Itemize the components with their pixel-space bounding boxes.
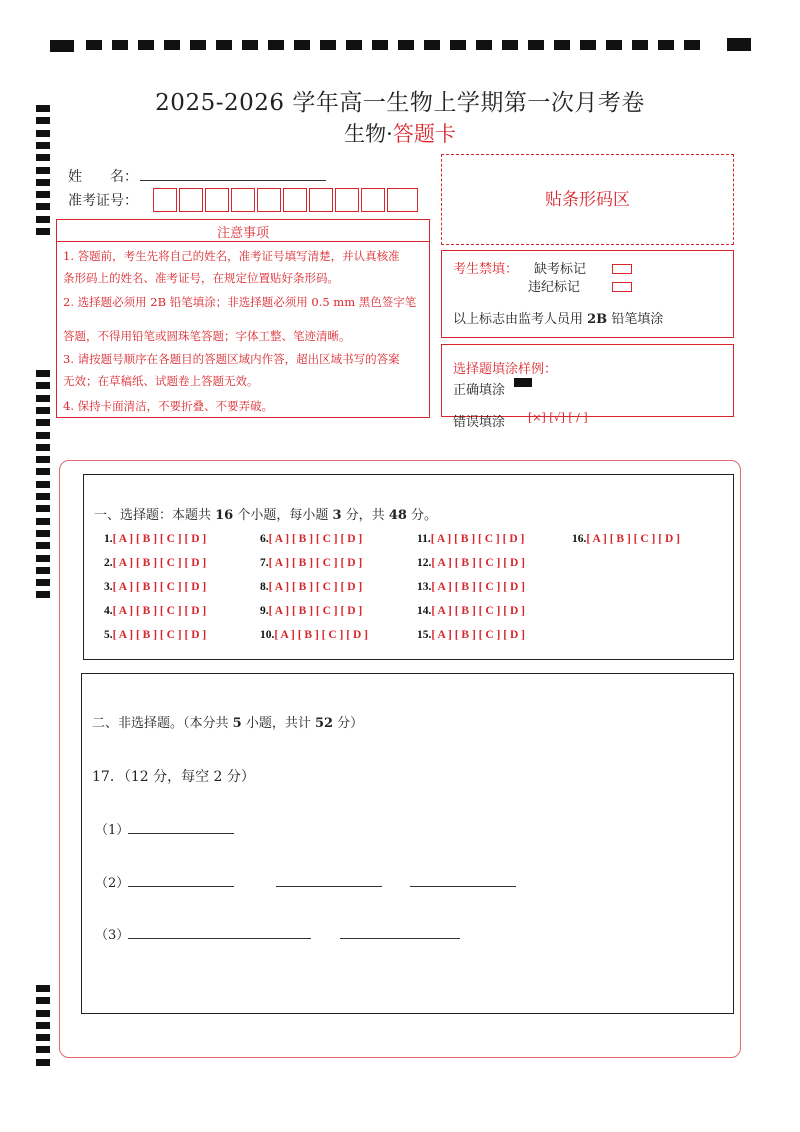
mc-number: 7. bbox=[260, 557, 269, 569]
timing-mark bbox=[36, 228, 50, 235]
timing-mark bbox=[36, 419, 50, 426]
timing-mark bbox=[36, 407, 50, 414]
timing-mark bbox=[36, 493, 50, 500]
timing-mark bbox=[36, 216, 50, 223]
mc-options[interactable]: [ A ] [ B ] [ C ] [ D ] bbox=[431, 605, 525, 617]
timing-mark bbox=[36, 518, 50, 525]
mc-question-12[interactable] bbox=[417, 557, 525, 569]
timing-mark bbox=[36, 395, 50, 402]
timing-mark bbox=[36, 1010, 50, 1017]
mc-number: 15. bbox=[417, 629, 432, 641]
note-line: 无效；在草稿纸、试题卷上答题无效。 bbox=[63, 374, 259, 388]
timing-mark bbox=[36, 432, 50, 439]
mc-question-5[interactable] bbox=[104, 629, 206, 641]
note-line: 答题，不得用铅笔或圆珠笔答题；字体工整、笔迹清晰。 bbox=[63, 329, 351, 343]
multiple-choice-section bbox=[83, 474, 734, 660]
note-line: 3. 请按题号顺序在各题目的答题区域内作答，超出区域书写的答案 bbox=[63, 352, 400, 366]
timing-mark bbox=[36, 505, 50, 512]
timing-mark bbox=[36, 997, 50, 1004]
mc-question-4[interactable] bbox=[104, 605, 206, 617]
answer-blank-3b[interactable] bbox=[340, 938, 460, 939]
mc-question-8[interactable] bbox=[260, 581, 362, 593]
page-subtitle bbox=[0, 118, 800, 148]
id-label: 准考证号： bbox=[68, 193, 138, 209]
mc-options[interactable]: [ A ] [ B ] [ C ] [ D ] bbox=[431, 629, 525, 641]
answer-blank-2b[interactable] bbox=[276, 886, 382, 887]
timing-mark bbox=[36, 191, 50, 198]
timing-mark bbox=[36, 1059, 50, 1066]
notes-heading: 注意事项 bbox=[216, 226, 269, 241]
timing-mark bbox=[36, 370, 50, 377]
wrong-fill-label: 错误填涂 bbox=[453, 415, 506, 430]
question-17-heading: 17．（12 分，每空 2 分） bbox=[92, 769, 255, 785]
non-choice-section bbox=[81, 673, 734, 1014]
mc-options[interactable]: [ A ] [ B ] [ C ] [ D ] bbox=[431, 581, 525, 593]
note-line: 2. 选择题必须用 2B 铅笔填涂；非选择题必须用 0.5 mm 黑色签字笔 bbox=[63, 295, 417, 309]
timing-mark bbox=[36, 1046, 50, 1053]
mc-options[interactable]: [ A ] [ B ] [ C ] [ D ] bbox=[268, 581, 363, 593]
mc-number: 13. bbox=[417, 581, 432, 593]
mc-number: 4. bbox=[104, 605, 113, 617]
timing-mark bbox=[36, 481, 50, 488]
mc-number: 14. bbox=[417, 605, 432, 617]
mc-number: 8. bbox=[260, 581, 269, 593]
sub-question-3: （3） bbox=[95, 928, 130, 943]
violation-label: 违纪标记 bbox=[528, 280, 581, 295]
mc-number: 9. bbox=[260, 605, 269, 617]
mc-options[interactable]: [ A ] [ B ] [ C ] [ D ] bbox=[586, 533, 680, 545]
mc-number: 16. bbox=[572, 533, 587, 545]
notes-box bbox=[56, 219, 430, 418]
subject-label: 生物· bbox=[344, 122, 393, 146]
proctor-mark-box bbox=[441, 250, 734, 338]
mc-number: 10. bbox=[260, 629, 275, 641]
mc-options[interactable]: [ A ] [ B ] [ C ] [ D ] bbox=[431, 557, 525, 569]
mc-question-1[interactable] bbox=[104, 533, 206, 545]
proctor-note: 以上标志由监考人员用 2B 铅笔填涂 bbox=[453, 312, 664, 327]
mc-question-15[interactable] bbox=[417, 629, 525, 641]
mc-options[interactable]: [ A ] [ B ] [ C ] [ D ] bbox=[112, 533, 207, 545]
mc-question-9[interactable] bbox=[260, 605, 362, 617]
correct-fill-label: 正确填涂 bbox=[453, 383, 506, 398]
proctor-label: 考生禁填： bbox=[453, 262, 519, 277]
timing-mark bbox=[36, 179, 50, 186]
timing-mark bbox=[36, 456, 50, 463]
mc-number: 6. bbox=[260, 533, 269, 545]
nonmc-heading: 二、非选择题。（本分共 5 小题，共计 52 分） bbox=[92, 716, 364, 731]
timing-mark bbox=[36, 985, 50, 992]
timing-mark bbox=[36, 444, 50, 451]
fill-sample-box bbox=[441, 344, 734, 430]
mc-options[interactable]: [ A ] [ B ] [ C ] [ D ] bbox=[112, 629, 207, 641]
sample-title: 选择题填涂样例： bbox=[453, 362, 558, 377]
note-line: 1. 答题前，考生先将自己的姓名，准考证号填写清楚，并认真核准 bbox=[63, 249, 400, 263]
mc-number: 2. bbox=[104, 557, 113, 569]
mc-number: 1. bbox=[104, 533, 113, 545]
barcode-area bbox=[441, 154, 734, 245]
mc-question-10[interactable] bbox=[260, 629, 368, 641]
mc-question-7[interactable] bbox=[260, 557, 362, 569]
name-label: 姓 名： bbox=[68, 169, 138, 185]
sub-question-1: （1） bbox=[95, 823, 130, 838]
timing-mark bbox=[36, 1034, 50, 1041]
mc-options[interactable]: [ A ] [ B ] [ C ] [ D ] bbox=[112, 557, 207, 569]
mc-question-11[interactable] bbox=[417, 533, 524, 545]
name-field[interactable] bbox=[140, 180, 326, 181]
timing-mark bbox=[36, 382, 50, 389]
answer-blank-1[interactable] bbox=[128, 833, 234, 834]
mc-options[interactable]: [ A ] [ B ] [ C ] [ D ] bbox=[268, 557, 363, 569]
mc-options[interactable]: [ A ] [ B ] [ C ] [ D ] bbox=[274, 629, 368, 641]
timing-mark bbox=[36, 530, 50, 537]
mc-number: 5. bbox=[104, 629, 113, 641]
mc-question-6[interactable] bbox=[260, 533, 362, 545]
absent-mark-box[interactable] bbox=[612, 264, 632, 274]
answer-blank-2c[interactable] bbox=[410, 886, 516, 887]
barcode-label: 贴条形码区 bbox=[545, 190, 630, 210]
timing-mark bbox=[36, 154, 50, 161]
violation-mark-box[interactable] bbox=[612, 282, 632, 292]
mc-question-3[interactable] bbox=[104, 581, 206, 593]
answer-blank-2a[interactable] bbox=[128, 886, 234, 887]
timing-mark bbox=[36, 468, 50, 475]
timing-mark bbox=[36, 542, 50, 549]
mc-question-2[interactable] bbox=[104, 557, 206, 569]
mc-question-14[interactable] bbox=[417, 605, 525, 617]
timing-mark bbox=[36, 1022, 50, 1029]
page-title: 2025-2026 学年高一生物上学期第一次月考卷 bbox=[155, 90, 645, 116]
mc-number: 12. bbox=[417, 557, 432, 569]
note-line: 条形码上的姓名、准考证号，在规定位置贴好条形码。 bbox=[63, 271, 339, 285]
timing-mark bbox=[36, 591, 50, 598]
absent-label: 缺考标记 bbox=[534, 262, 587, 277]
timing-mark bbox=[36, 203, 50, 210]
wrong-fill-marks: [×] [√] [ / ] bbox=[528, 411, 588, 424]
filled-mark-icon bbox=[514, 378, 532, 387]
timing-mark bbox=[36, 567, 50, 574]
timing-mark bbox=[36, 167, 50, 174]
timing-mark bbox=[36, 579, 50, 586]
mc-question-16[interactable] bbox=[572, 533, 680, 545]
sub-question-2: （2） bbox=[95, 876, 130, 891]
mc-heading: 一、选择题：本题共 16 个小题，每小题 3 分，共 48 分。 bbox=[94, 508, 438, 523]
mc-options[interactable]: [ A ] [ B ] [ C ] [ D ] bbox=[112, 581, 207, 593]
mc-number: 11. bbox=[417, 533, 431, 545]
mc-options[interactable]: [ A ] [ B ] [ C ] [ D ] bbox=[430, 533, 525, 545]
note-line: 4. 保持卡面清洁，不要折叠、不要弄破。 bbox=[63, 399, 274, 413]
mc-options[interactable]: [ A ] [ B ] [ C ] [ D ] bbox=[268, 533, 363, 545]
timing-mark bbox=[36, 555, 50, 562]
mc-question-13[interactable] bbox=[417, 581, 525, 593]
answer-card-label: 答题卡 bbox=[392, 122, 456, 146]
mc-options[interactable]: [ A ] [ B ] [ C ] [ D ] bbox=[112, 605, 207, 617]
mc-options[interactable]: [ A ] [ B ] [ C ] [ D ] bbox=[268, 605, 363, 617]
answer-blank-3a[interactable] bbox=[128, 938, 311, 939]
mc-number: 3. bbox=[104, 581, 113, 593]
